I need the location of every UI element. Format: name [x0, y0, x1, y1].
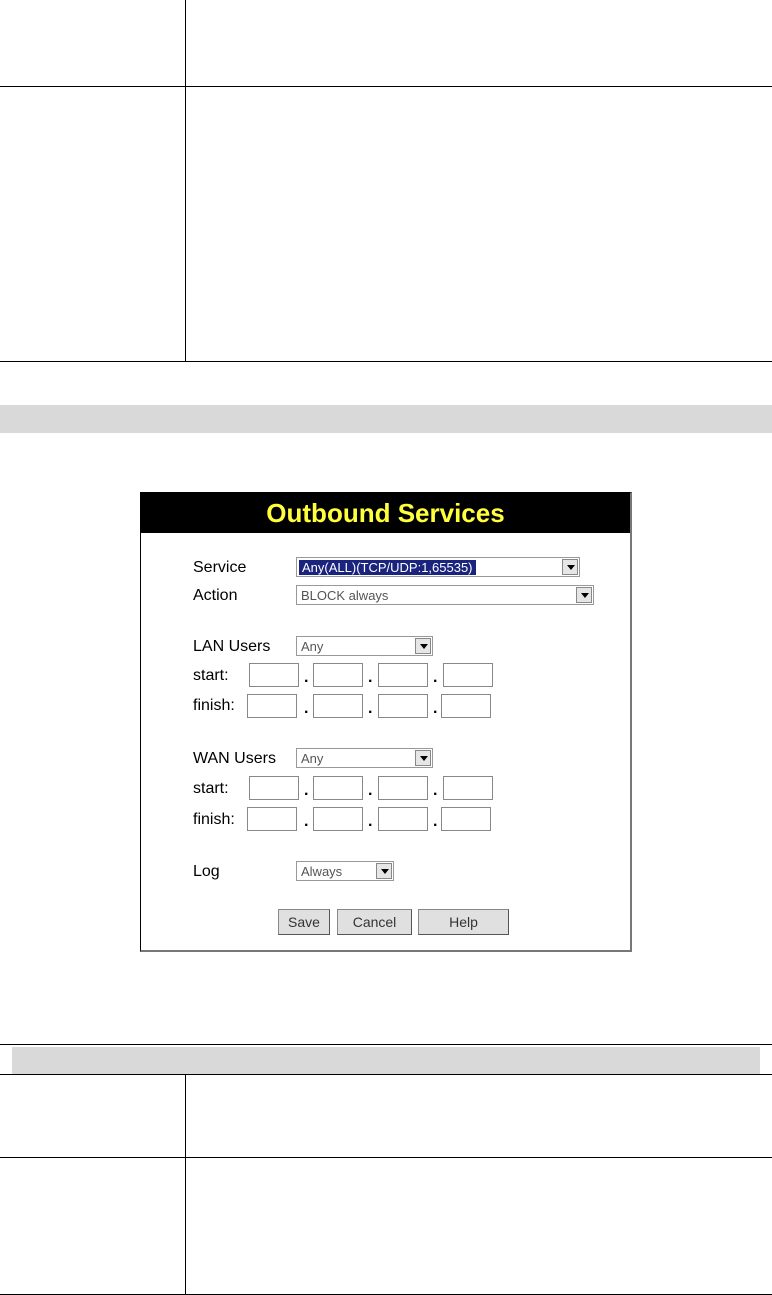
ip-dot: .: [368, 813, 372, 831]
chevron-down-icon[interactable]: [415, 750, 431, 766]
wan-finish-label: finish:: [193, 811, 235, 829]
action-select[interactable]: [296, 585, 594, 605]
lan-finish-label: finish:: [193, 697, 235, 715]
lan-users-select[interactable]: [296, 636, 433, 656]
ip-dot: .: [304, 669, 308, 687]
chevron-down-icon[interactable]: [576, 587, 592, 603]
outbound-services-panel: [140, 492, 632, 952]
bottom-table-cell: [186, 1158, 772, 1295]
chevron-down-icon[interactable]: [376, 863, 392, 879]
table-header-fill: [12, 1047, 760, 1074]
table-header-bar: [0, 1044, 772, 1075]
lan-users-select-value: Any: [301, 639, 323, 654]
ip-dot: .: [304, 700, 308, 718]
log-label: Log: [193, 863, 220, 881]
chevron-down-icon[interactable]: [415, 638, 431, 654]
section-heading-bar: [0, 405, 772, 433]
bottom-table-cell: [0, 1075, 186, 1158]
action-select-value: BLOCK always: [301, 588, 388, 603]
wan-start-ip-octet-4[interactable]: [443, 776, 493, 800]
lan-start-ip-octet-3[interactable]: [378, 663, 428, 687]
top-table-cell: [0, 0, 186, 87]
wan-finish-ip-octet-2[interactable]: [313, 807, 363, 831]
service-select-value: Any(ALL)(TCP/UDP:1,65535): [299, 560, 476, 575]
lan-start-ip-octet-4[interactable]: [443, 663, 493, 687]
wan-users-select-value: Any: [301, 751, 323, 766]
ip-dot: .: [304, 813, 308, 831]
wan-start-ip-octet-1[interactable]: [249, 776, 299, 800]
ip-dot: .: [304, 782, 308, 800]
chevron-down-icon[interactable]: [562, 559, 578, 575]
cancel-button[interactable]: Cancel: [337, 909, 412, 935]
wan-finish-ip-octet-1[interactable]: [247, 807, 297, 831]
ip-dot: .: [368, 782, 372, 800]
top-description-table: [0, 0, 772, 362]
lan-start-ip-octet-2[interactable]: [313, 663, 363, 687]
wan-finish-ip-octet-4[interactable]: [441, 807, 491, 831]
ip-dot: .: [368, 669, 372, 687]
lan-finish-ip-octet-4[interactable]: [441, 694, 491, 718]
wan-start-ip-octet-3[interactable]: [378, 776, 428, 800]
ip-dot: .: [368, 700, 372, 718]
action-label: Action: [193, 587, 237, 605]
lan-start-ip-octet-1[interactable]: [249, 663, 299, 687]
lan-finish-ip-octet-3[interactable]: [378, 694, 428, 718]
service-label: Service: [193, 559, 246, 577]
top-table-cell: [186, 87, 772, 362]
help-button[interactable]: Help: [418, 909, 509, 935]
lan-users-label: LAN Users: [193, 638, 270, 656]
top-table-cell: [0, 87, 186, 362]
wan-users-label: WAN Users: [193, 750, 276, 768]
ip-dot: .: [433, 813, 437, 831]
ip-dot: .: [433, 700, 437, 718]
bottom-table-cell: [186, 1075, 772, 1158]
wan-start-label: start:: [193, 780, 229, 798]
ip-dot: .: [433, 669, 437, 687]
log-select-value: Always: [301, 864, 342, 879]
wan-users-select[interactable]: [296, 748, 433, 768]
ip-dot: .: [433, 782, 437, 800]
top-table-cell: [186, 0, 772, 87]
save-button[interactable]: Save: [278, 909, 330, 935]
lan-finish-ip-octet-2[interactable]: [313, 694, 363, 718]
panel-title: Outbound Services: [141, 493, 630, 533]
log-select[interactable]: [296, 861, 394, 881]
bottom-table-cell: [0, 1158, 186, 1295]
lan-start-label: start:: [193, 667, 229, 685]
service-select[interactable]: [296, 557, 580, 577]
lan-finish-ip-octet-1[interactable]: [247, 694, 297, 718]
bottom-description-table: [0, 1074, 772, 1295]
wan-start-ip-octet-2[interactable]: [313, 776, 363, 800]
wan-finish-ip-octet-3[interactable]: [378, 807, 428, 831]
